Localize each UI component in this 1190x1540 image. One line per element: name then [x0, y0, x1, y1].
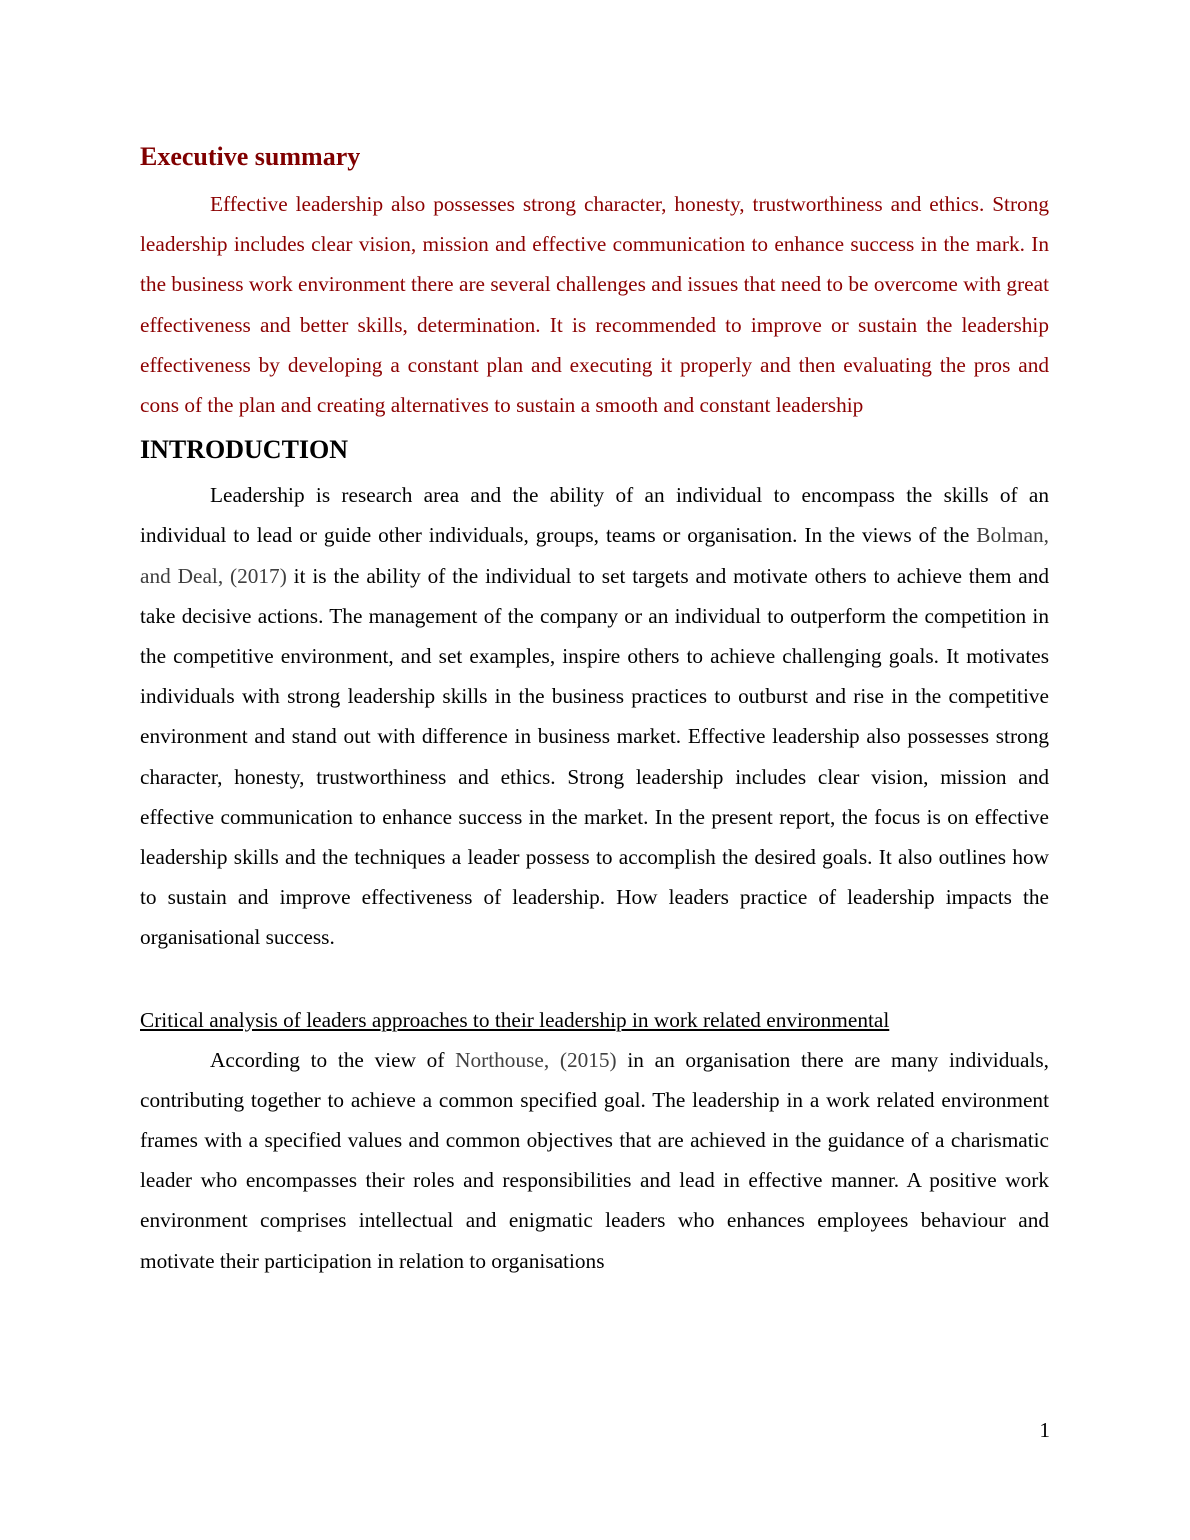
intro-text-before-citation: Leadership is research area and the ability of an individual to encompass the skills of an individual to lead or guide other individuals, groups, teams or organisation. In the views of the: [140, 483, 1049, 548]
page-number: 1: [1039, 1418, 1050, 1442]
intro-text-after-citation: it is the ability of the individual to set targets and motivate others to achieve them and take decisive actions. The management of the company or an individual to outperform the competition in the competitive environment, and set examples, inspire others to achieve challenging goals. It motivates individuals with strong leadership skills in the business practices to outburst and rise in the competitive environment and stand out with difference in business market. Effective leadership also possesses strong character, honesty, trustworthiness and ethics. Strong leadership includes clear vision, mission and effective communication to enhance success in the market. In the present report, the focus is on effective leadership skills and the techniques a leader possess to accomplish the desired goals. It also outlines how to sustain and improve effectiveness of leadership. How leaders practice of leadership impacts the organisational success.: [140, 563, 1050, 950]
critical-text-after-citation: in an organisation there are many individuals, contributing together to achieve a common specified goal. The leadership in a work related environment frames with a specified values and common objectives that are achieved in the guidance of a charismatic leader who encompasses their roles and responsibilities and lead in effective manner. A positive work environment comprises intellectual and enigmatic leaders who enhances employees behaviour and motivate their participation in relation to organisations: [140, 1047, 1049, 1273]
intro-citation: Bolman, and Deal, (2017): [140, 523, 1049, 588]
introduction-heading: INTRODUCTION: [140, 435, 349, 465]
document-page: [140, 140, 1049, 1281]
executive-summary-paragraph: Effective leadership also possesses strong character, honesty, trustworthiness and ethics. Strong leadership includes clear vision, mission and effective communication to enhance success in the mark. In the business work environment there are several challenges and issues that need to be overcome with great effectiveness and better skills, determination. It is recommended to improve or sustain the leadership effectiveness by developing a constant plan and executing it properly and then evaluating the pros and cons of the plan and creating alternatives to sustain a smooth and constant leadership: [140, 192, 1049, 418]
critical-analysis-heading: Critical analysis of leaders approaches to their leadership in work related environmental: [140, 1007, 890, 1032]
executive-summary-heading: Executive summary: [140, 142, 361, 171]
critical-text-before-citation: According to the view of: [210, 1047, 445, 1072]
critical-analysis-paragraph: [140, 1040, 1049, 1281]
introduction-paragraph: [140, 475, 1049, 957]
critical-citation: Northouse, (2015): [455, 1047, 617, 1072]
